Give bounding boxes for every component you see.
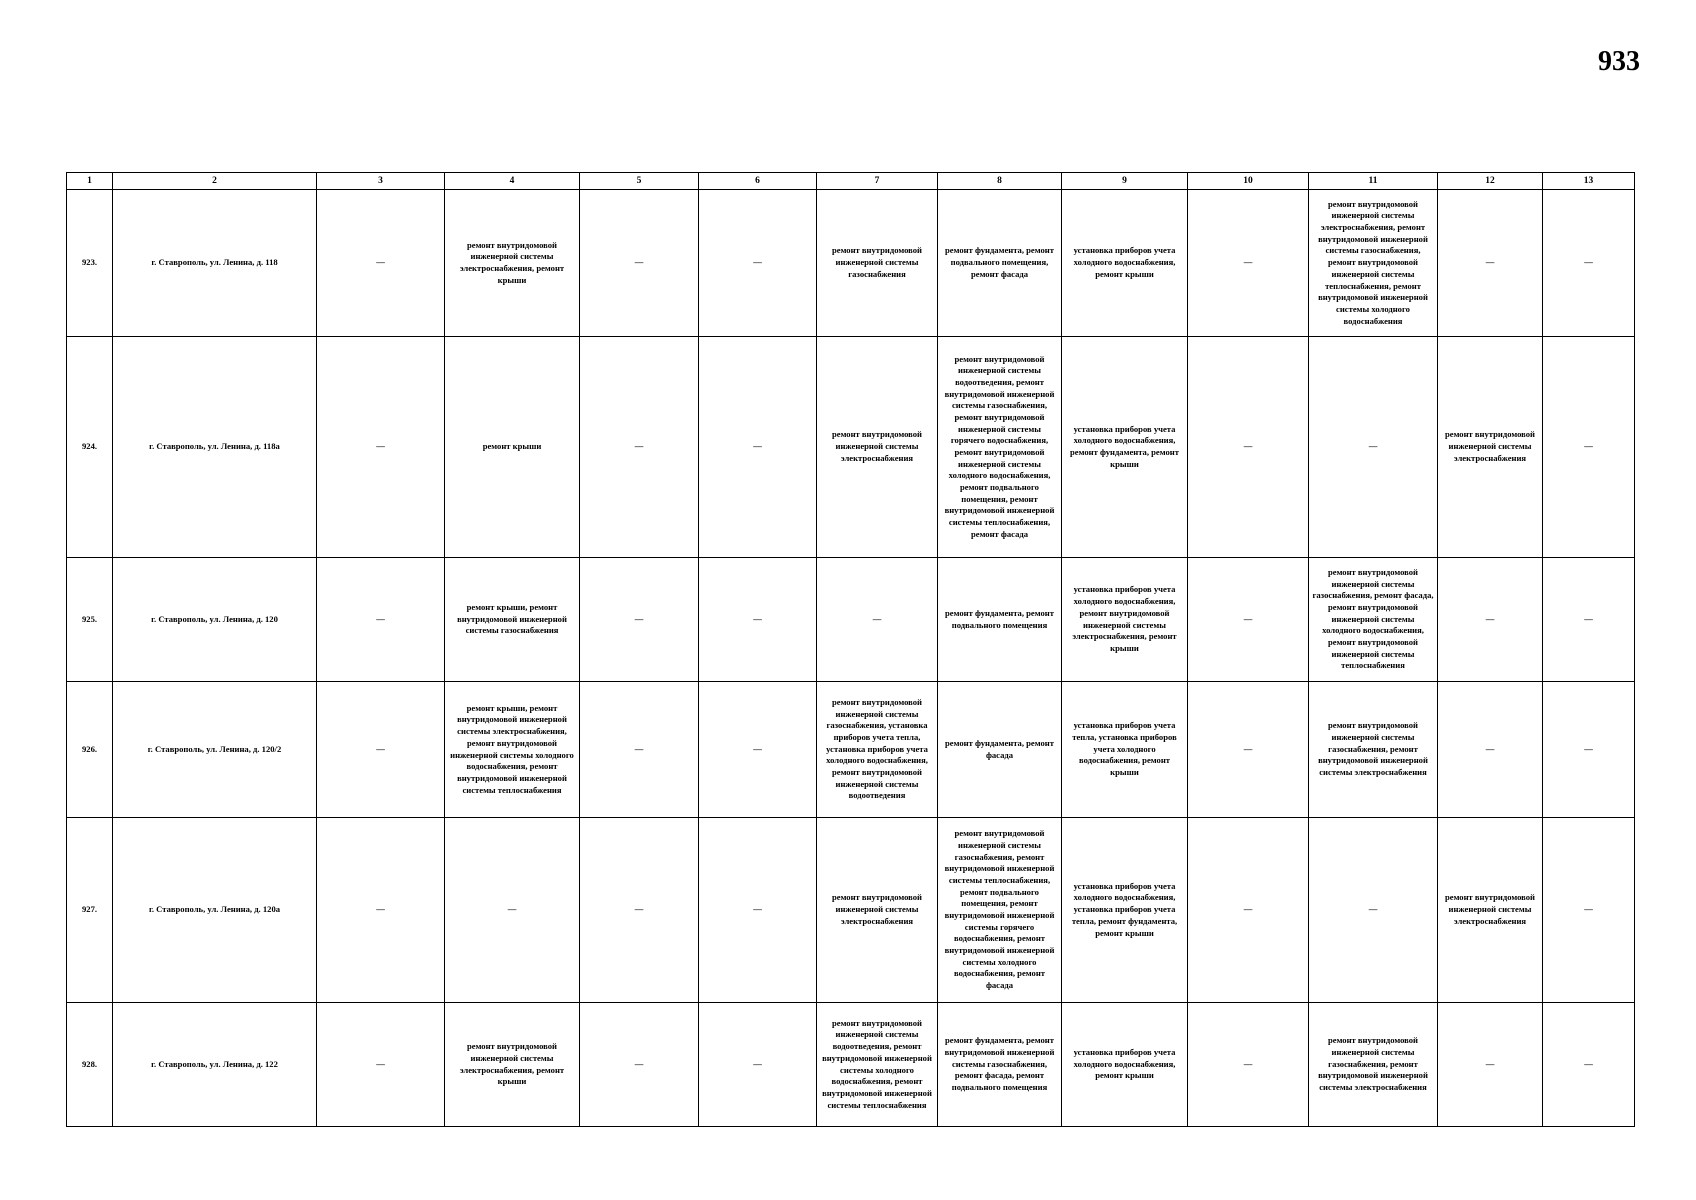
row-number: 927. [67,818,113,1003]
table-cell: ремонт внутридомовой инженерной системы газоснабжения, установка приборов учета тепла, установка приборов учета холодного водоснабжения, ремонт внутридомовой инженерной системы водоотведения [817,682,938,818]
column-header: 11 [1309,173,1438,190]
table-cell: ремонт фундамента, ремонт подвального помещения [938,558,1062,682]
table-row [67,1003,1635,1127]
table-cell: ремонт внутридомовой инженерной системы газоснабжения, ремонт внутридомовой инженерной системы электроснабжения [1309,1003,1438,1127]
column-header: 7 [817,173,938,190]
address-cell: г. Ставрополь, ул. Ленина, д. 120/2 [113,682,317,818]
table-cell: ремонт внутридомовой инженерной системы водоотведения, ремонт внутридомовой инженерной системы газоснабжения, ремонт внутридомовой инженерной системы горячего водоснабжения, ремонт внутридомовой инженерной системы холодного водоснабжения, ремонт подвального помещения, ремонт внутридомовой инженерной системы теплоснабжения, ремонт фасада [938,337,1062,558]
table-cell: — [317,337,445,558]
address-cell: г. Ставрополь, ул. Ленина, д. 118 [113,190,317,337]
table-cell: ремонт внутридомовой инженерной системы электроснабжения, ремонт внутридомовой инженерной системы газоснабжения, ремонт внутридомовой инженерной системы теплоснабжения, ремонт внутридомовой инженерной системы холодного водоснабжения [1309,190,1438,337]
table-cell: ремонт внутридомовой инженерной системы электроснабжения [817,337,938,558]
column-header: 10 [1188,173,1309,190]
table-cell: — [1188,682,1309,818]
row-number: 923. [67,190,113,337]
table-cell: — [699,818,817,1003]
column-number-row [67,173,1635,190]
table-cell: — [699,337,817,558]
table-cell: — [1188,190,1309,337]
table-cell: — [1543,682,1635,818]
address-cell: г. Ставрополь, ул. Ленина, д. 122 [113,1003,317,1127]
column-header: 3 [317,173,445,190]
column-header: 12 [1438,173,1543,190]
column-header: 9 [1062,173,1188,190]
table-cell: — [317,818,445,1003]
column-header: 5 [580,173,699,190]
table-cell: — [1188,818,1309,1003]
table-cell: — [1543,1003,1635,1127]
page-number: 933 [1598,46,1640,77]
table-cell: ремонт внутридомовой инженерной системы водоотведения, ремонт внутридомовой инженерной системы холодного водоснабжения, ремонт внутридомовой инженерной системы теплоснабжения [817,1003,938,1127]
table-cell: установка приборов учета холодного водоснабжения, ремонт крыши [1062,1003,1188,1127]
column-header: 4 [445,173,580,190]
table-row [67,337,1635,558]
table-cell: ремонт внутридомовой инженерной системы электроснабжения [1438,818,1543,1003]
table-cell: — [699,190,817,337]
table-cell: — [1438,1003,1543,1127]
table-cell: — [317,190,445,337]
table-cell: ремонт внутридомовой инженерной системы электроснабжения [1438,337,1543,558]
row-number: 928. [67,1003,113,1127]
table-cell: — [1309,818,1438,1003]
row-number: 924. [67,337,113,558]
table-cell: ремонт внутридомовой инженерной системы газоснабжения [817,190,938,337]
table-cell: — [317,682,445,818]
table-cell: — [817,558,938,682]
table-cell: ремонт внутридомовой инженерной системы газоснабжения, ремонт фасада, ремонт внутридомовой инженерной системы холодного водоснабжения, ремонт внутридомовой инженерной системы теплоснабжения [1309,558,1438,682]
table-row [67,190,1635,337]
table-cell: — [580,337,699,558]
table-cell: — [1309,337,1438,558]
table-row [67,558,1635,682]
table-cell: ремонт крыши, ремонт внутридомовой инженерной системы газоснабжения [445,558,580,682]
table-cell: ремонт крыши, ремонт внутридомовой инженерной системы электроснабжения, ремонт внутридомовой инженерной системы холодного водоснабжения, ремонт внутридомовой инженерной системы теплоснабжения [445,682,580,818]
table-cell: — [580,558,699,682]
table-cell: — [580,682,699,818]
table-cell: — [1188,1003,1309,1127]
address-cell: г. Ставрополь, ул. Ленина, д. 118а [113,337,317,558]
address-cell: г. Ставрополь, ул. Ленина, д. 120 [113,558,317,682]
row-number: 926. [67,682,113,818]
table-cell: — [445,818,580,1003]
table-cell: — [580,818,699,1003]
column-header: 6 [699,173,817,190]
table-cell: ремонт внутридомовой инженерной системы электроснабжения, ремонт крыши [445,190,580,337]
table-cell: установка приборов учета холодного водоснабжения, ремонт фундамента, ремонт крыши [1062,337,1188,558]
table-cell: ремонт внутридомовой инженерной системы газоснабжения, ремонт внутридомовой инженерной системы теплоснабжения, ремонт подвального помещения, ремонт внутридомовой инженерной системы горячего водоснабжения, ремонт внутридомовой инженерной системы холодного водоснабжения, ремонт фасада [938,818,1062,1003]
table-cell: ремонт фундамента, ремонт подвального помещения, ремонт фасада [938,190,1062,337]
address-cell: г. Ставрополь, ул. Ленина, д. 120а [113,818,317,1003]
table-cell: — [1543,558,1635,682]
table-cell: — [580,190,699,337]
table-row [67,818,1635,1003]
repair-schedule-table [66,172,1635,1127]
table-cell: — [1543,190,1635,337]
table-cell: — [1188,558,1309,682]
table-cell: — [1543,818,1635,1003]
table-cell: ремонт крыши [445,337,580,558]
table-cell: ремонт фундамента, ремонт фасада [938,682,1062,818]
column-header: 1 [67,173,113,190]
table-cell: установка приборов учета тепла, установка приборов учета холодного водоснабжения, ремонт крыши [1062,682,1188,818]
table-cell: установка приборов учета холодного водоснабжения, ремонт крыши [1062,190,1188,337]
table-cell: — [699,682,817,818]
table-cell: ремонт внутридомовой инженерной системы электроснабжения [817,818,938,1003]
table-cell: — [699,558,817,682]
table-cell: ремонт фундамента, ремонт внутридомовой инженерной системы газоснабжения, ремонт фасада, ремонт подвального помещения [938,1003,1062,1127]
column-header: 8 [938,173,1062,190]
table-row [67,682,1635,818]
table-cell: установка приборов учета холодного водоснабжения, ремонт внутридомовой инженерной системы электроснабжения, ремонт крыши [1062,558,1188,682]
table-cell: ремонт внутридомовой инженерной системы электроснабжения, ремонт крыши [445,1003,580,1127]
table-cell: — [1438,558,1543,682]
table-cell: — [317,558,445,682]
column-header: 2 [113,173,317,190]
table-cell: — [1438,682,1543,818]
row-number: 925. [67,558,113,682]
table-cell: — [699,1003,817,1127]
table-cell: установка приборов учета холодного водоснабжения, установка приборов учета тепла, ремонт фундамента, ремонт крыши [1062,818,1188,1003]
column-header: 13 [1543,173,1635,190]
table-cell: ремонт внутридомовой инженерной системы газоснабжения, ремонт внутридомовой инженерной системы электроснабжения [1309,682,1438,818]
table-cell: — [580,1003,699,1127]
table-cell: — [1438,190,1543,337]
table-cell: — [317,1003,445,1127]
table-cell: — [1188,337,1309,558]
table-cell: — [1543,337,1635,558]
